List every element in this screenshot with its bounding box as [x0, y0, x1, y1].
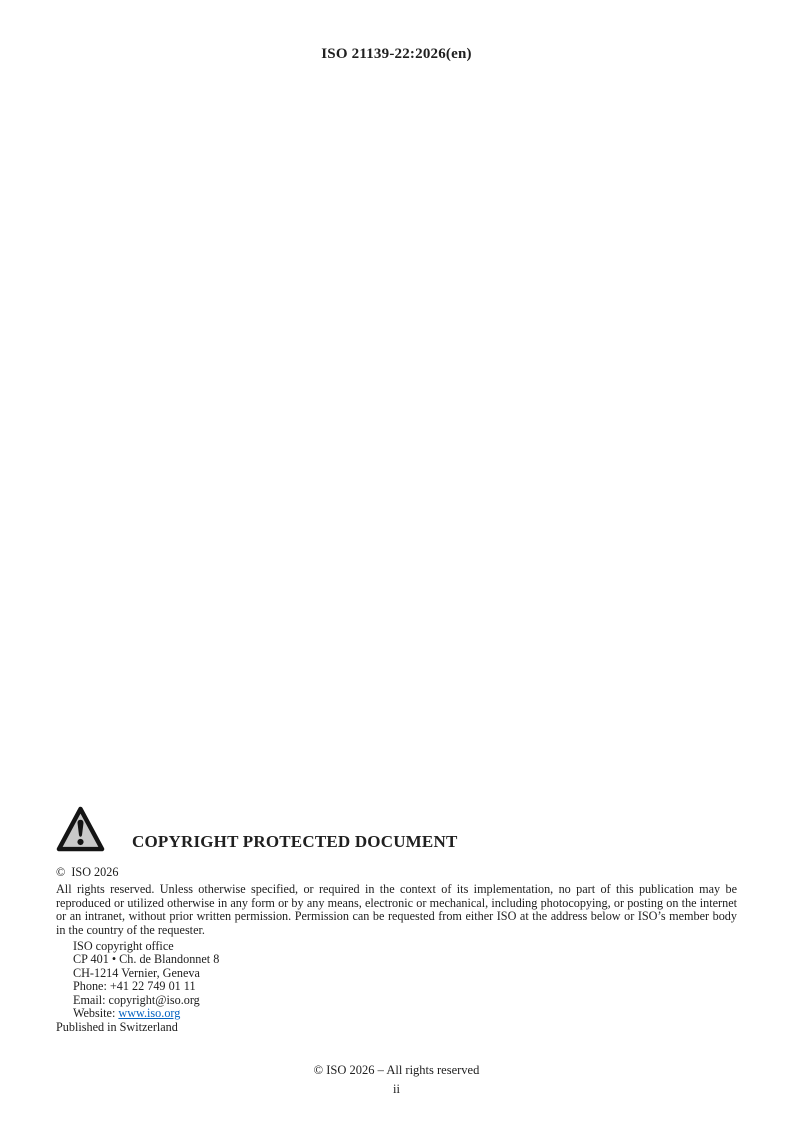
page-footer [0, 1063, 793, 1096]
page-number: ii [393, 1082, 400, 1096]
website-link[interactable]: www.iso.org [118, 1006, 181, 1021]
footer-copyright: © ISO 2026 – All rights reserved [313, 1063, 480, 1077]
address-line-phone: Phone: +41 22 749 01 11 [73, 979, 196, 994]
copyright-heading-row [56, 805, 737, 853]
address-line-office: ISO copyright office [73, 939, 174, 953]
page-header [0, 46, 793, 63]
address-line-street: CP 401 • Ch. de Blandonnet 8 [73, 952, 220, 967]
published-line: Published in Switzerland [56, 1020, 178, 1035]
warning-triangle-icon [56, 805, 105, 853]
address-line-email: Email: copyright@iso.org [73, 992, 200, 1007]
document-reference: ISO 21139-22:2026(en) [321, 46, 472, 62]
address-block [73, 940, 737, 1020]
website-label: Website: [73, 1006, 119, 1021]
address-line-website [73, 1007, 737, 1020]
address-line-city: CH-1214 Vernier, Geneva [73, 965, 200, 980]
copyright-section [56, 805, 737, 1035]
copyright-heading: COPYRIGHT PROTECTED DOCUMENT [132, 832, 458, 851]
copyright-notice-text: All rights reserved. Unless otherwise specified, or required in the context of its implementation, no part of this publication may be reproduced or utilized otherwise in any form or by any means, electronic or mechanical, including photocopying, or posting on the internet or an intranet, without prior written permission. Permission can be requested from either ISO at the address below or ISO’s member body in the country of the requester. [56, 882, 737, 937]
copyright-year-line: © ISO 2026 [56, 865, 119, 879]
